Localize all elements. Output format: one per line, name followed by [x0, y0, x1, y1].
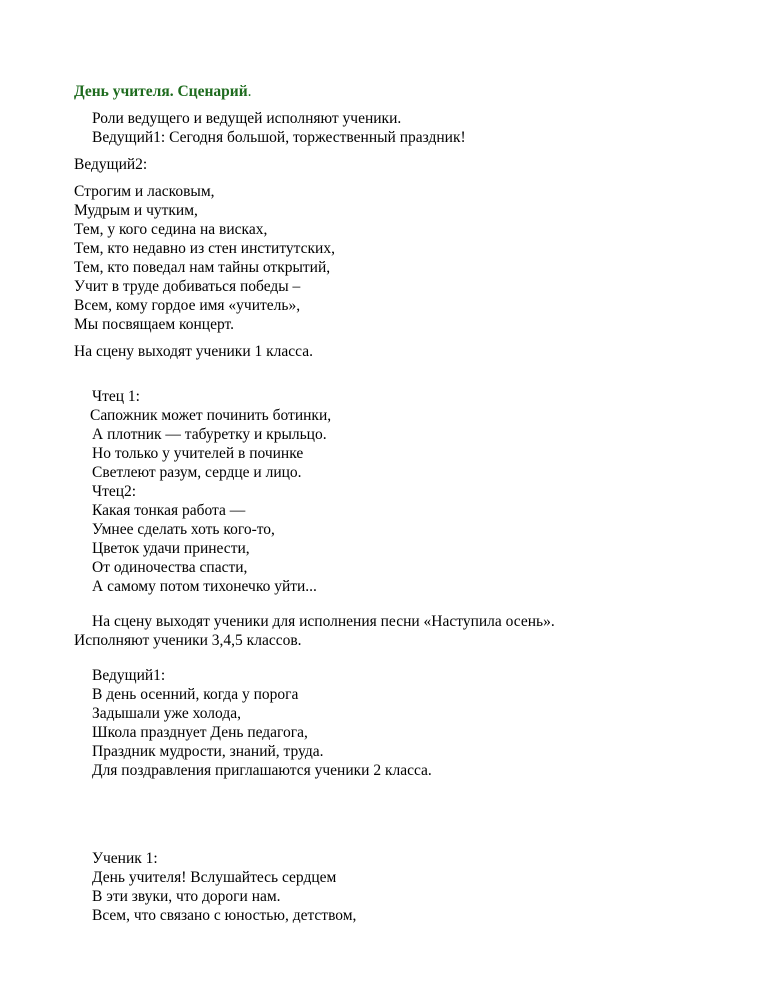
stage-direction: Исполняют ученики 3,4,5 классов.	[74, 632, 302, 649]
document-title-punct: .	[247, 83, 252, 100]
reader-line: Умнее сделать хоть кого-то,	[92, 521, 275, 538]
reader-line: Сапожник может починить ботинки,	[90, 407, 332, 424]
host1-line: Для поздравления приглашаются ученики 2 класса.	[92, 762, 432, 779]
reader-line: Чтец 1:	[92, 388, 140, 405]
reader-line: От одиночества спасти,	[92, 559, 248, 576]
poem-line: Тем, кто недавно из стен институтских,	[74, 240, 335, 257]
poem-line: Тем, кто поведал нам тайны открытий,	[74, 259, 331, 276]
poem-line: Всем, кому гордое имя «учитель»,	[74, 297, 301, 314]
poem-line: Мудрым и чутким,	[74, 202, 198, 219]
reader-line: А самому потом тихонечко уйти...	[92, 578, 317, 595]
intro-line: Ведущий1: Сегодня большой, торжественный праздник!	[92, 129, 466, 146]
poem-line: Мы посвящаем концерт.	[74, 316, 234, 333]
poem-line: Тем, у кого седина на висках,	[74, 221, 268, 238]
host1-line: В день осенний, когда у порога	[92, 686, 299, 703]
student-line: В эти звуки, что дороги нам.	[92, 888, 281, 905]
reader-line: Светлеют разум, сердце и лицо.	[92, 464, 302, 481]
student-line: Ученик 1:	[92, 850, 158, 867]
reader-line: Цветок удачи принести,	[92, 540, 250, 557]
reader-line: Но только у учителей в починке	[92, 445, 304, 462]
reader-line: А плотник — табуретку и крыльцо.	[92, 426, 327, 443]
intro-line: Роли ведущего и ведущей исполняют ученики.	[92, 110, 402, 127]
student-line: Всем, что связано с юностью, детством,	[92, 907, 357, 924]
host1-line: Праздник мудрости, знаний, труда.	[92, 743, 324, 760]
reader-line: Чтец2:	[92, 483, 137, 500]
host2-label: Ведущий2:	[74, 156, 148, 173]
poem-line: Учит в труде добиваться победы –	[74, 278, 301, 295]
host1-line: Школа празднует День педагога,	[92, 724, 308, 741]
stage-direction: На сцену выходят ученики 1 класса.	[74, 343, 313, 360]
document-title: День учителя. Сценарий	[74, 83, 248, 100]
student-line: День учителя! Вслушайтесь сердцем	[92, 869, 337, 886]
poem-line: Строгим и ласковым,	[74, 183, 215, 200]
stage-direction: На сцену выходят ученики для исполнения песни «Наступила осень».	[92, 613, 555, 630]
host1-line: Ведущий1:	[92, 667, 166, 684]
document-title-line	[74, 82, 252, 101]
reader-line: Какая тонкая работа —	[92, 502, 246, 519]
host1-line: Задышали уже холода,	[92, 705, 241, 722]
